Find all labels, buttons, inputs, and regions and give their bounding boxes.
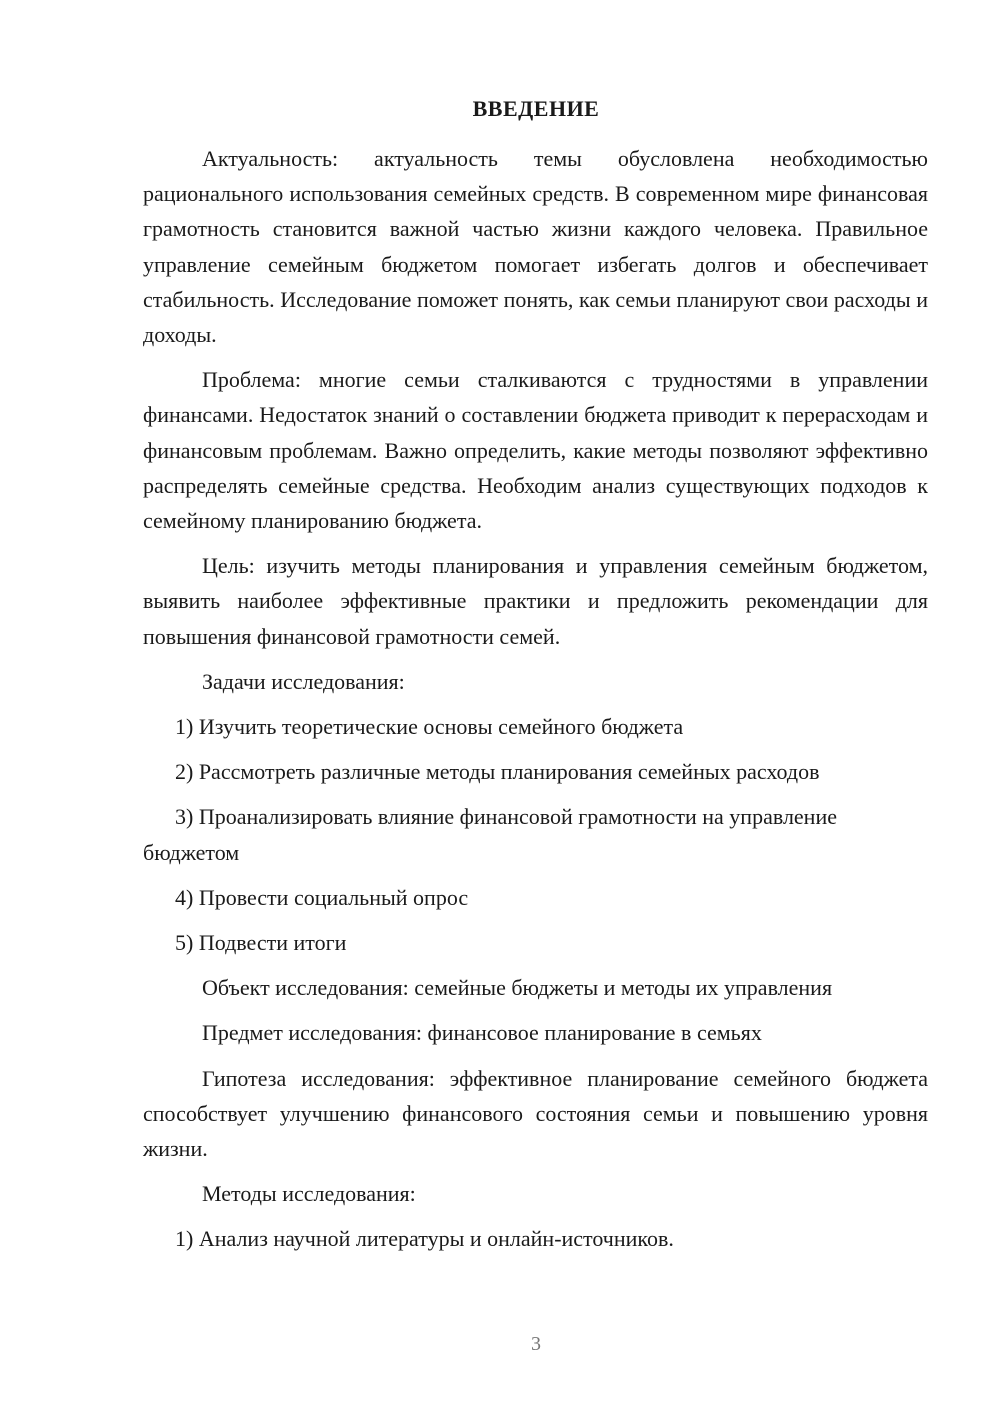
tasks-heading: Задачи исследования: [202, 668, 405, 694]
goal-paragraph: Цель: изучить методы планирования и управления семейным бюджетом, выявить наиболее эффективные практики и предложить рекомендации для повышения финансовой грамотности семей. [143, 553, 928, 649]
section-title: ВВЕДЕНИЕ [472, 96, 600, 121]
document-body [143, 141, 928, 1267]
research-subject: Предмет исследования: финансовое планирование в семьях [202, 1020, 762, 1046]
task-item: 2) Рассмотреть различные методы планирования семейных расходов [175, 759, 820, 785]
method-item: 1) Анализ научной литературы и онлайн-источников. [175, 1226, 674, 1252]
relevance-paragraph: Актуальность: актуальность темы обусловлена необходимостью рационального использования семейных средств. В современном мире финансовая грамотность становится важной частью жизни каждого человека. Правильное управление семейным бюджетом помогает избегать долгов и обеспечивает стабильность. Исследование поможет понять, как семьи планируют свои расходы и доходы. [143, 146, 928, 348]
task-item: 1) Изучить теоретические основы семейного бюджета [175, 714, 684, 740]
task-item: 4) Провести социальный опрос [175, 884, 469, 910]
task-item: 5) Подвести итоги [175, 930, 347, 956]
task-item: 3) Проанализировать влияние финансовой грамотности на управление бюджетом [143, 804, 837, 865]
page-number: 3 [531, 1333, 541, 1355]
problem-paragraph: Проблема: многие семьи сталкиваются с трудностями в управлении финансами. Недостаток знаний о составлении бюджета приводит к перерасходам и финансовым проблемам. Важно определить, какие методы позволяют эффективно распределять семейные средства. Необходим анализ существующих подходов к семейному планированию бюджета. [143, 367, 928, 534]
methods-heading: Методы исследования: [202, 1181, 416, 1207]
research-object: Объект исследования: семейные бюджеты и методы их управления [202, 975, 833, 1001]
research-hypothesis: Гипотеза исследования: эффективное планирование семейного бюджета способствует улучшению финансового состояния семьи и повышению уровня жизни. [143, 1065, 928, 1162]
